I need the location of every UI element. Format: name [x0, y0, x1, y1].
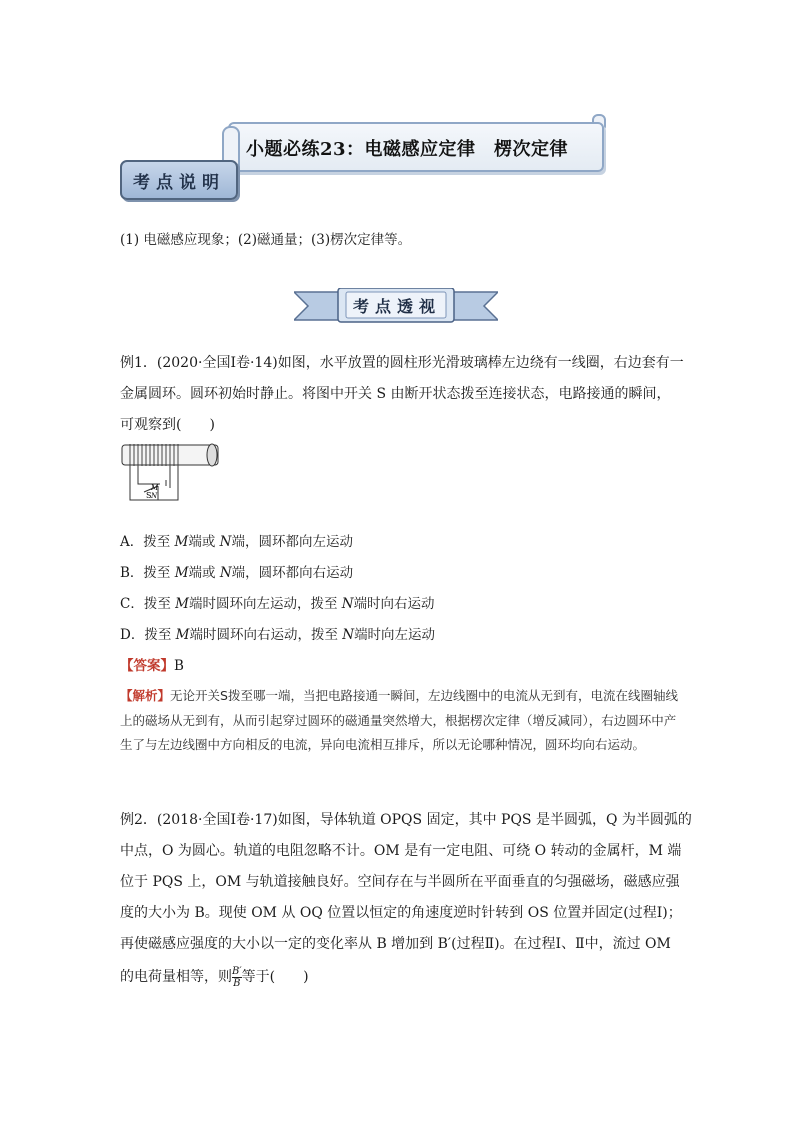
example2-line1: 例2．(2018·全国Ⅰ卷·17)如图，导体轨道 OPQS 固定，其中 PQS 是半圆弧，Q 为半圆弧的	[120, 812, 692, 828]
answer	[120, 654, 184, 674]
page-title: 小题必练23：电磁感应定律 楞次定律	[246, 139, 569, 160]
example2-line5: 再使磁感应强度的大小以一定的变化率从 B 增加到 B′(过程Ⅱ)。在过程Ⅰ、Ⅱ中，流过 OM	[120, 936, 671, 952]
terminal-m-label: M	[151, 484, 159, 492]
option-a: A．拨至 M端或 N端，圆环都向左运动	[120, 534, 353, 550]
example1-line3: 可观察到( )	[120, 417, 215, 433]
explanation-text: 无论开关S拨至哪一端，当把电路接通一瞬间，左边线圈中的电流从无到有，电流在线圈轴线上的磁场从无到有，从而引起穿过圆环的磁通量突然增大，根据楞次定律（增反减同），右边圆环中产生了与左边线圈中方向相反的电流，异向电流相互排斥，所以无论哪种情况，圆环均向右运动。	[120, 688, 678, 752]
option-c: C．拨至 M端时圆环向左运动，拨至 N端时向右运动	[120, 596, 435, 612]
answer-tag: 【答案】	[120, 658, 174, 674]
terminal-n-label: N	[151, 492, 158, 500]
explanation	[120, 684, 682, 758]
option-d: D．拨至 M端时圆环向右运动，拨至 N端时向左运动	[120, 627, 436, 643]
intro-text: (1) 电磁感应现象；(2)磁通量；(3)楞次定律等。	[120, 232, 412, 248]
circuit-figure	[120, 440, 220, 512]
example2-line2: 中点，O 为圆心。轨道的电阻忽略不计。OM 是有一定电阻、可绕 O 转动的金属杆，M 端	[120, 843, 682, 859]
badge-info: 考点透视	[352, 296, 441, 316]
example2-line4: 度的大小为 B。现使 OM 从 OQ 位置以恒定的角速度逆时针转到 OS 位置并固定(过程Ⅰ)；	[120, 905, 682, 921]
option-b: B．拨至 M端或 N端，圆环都向右运动	[120, 565, 354, 581]
example1-line1: 例1．(2020·全国Ⅰ卷·14)如图，水平放置的圆柱形光滑玻璃棒左边绕有一线圈，右边套有一	[120, 355, 684, 371]
badge-explain: 考点说明	[120, 160, 238, 200]
example2-line6: 的电荷量相等，则 $\frac{B'}{B}$ 等于( )	[120, 965, 309, 989]
explanation-tag: 【解析】	[120, 688, 171, 703]
switch-label: S	[146, 491, 152, 500]
example2-line3: 位于 PQS 上，OM 与轨道接触良好。空间存在与半圆所在平面垂直的匀强磁场，磁感应强	[120, 874, 680, 890]
fraction: $\frac{B'}{B}$	[232, 965, 242, 989]
answer-value: B	[174, 658, 184, 674]
example1-line2: 金属圆环。圆环初始时静止。将图中开关 S 由断开状态拨至连接状态，电路接通的瞬间，	[120, 386, 671, 402]
